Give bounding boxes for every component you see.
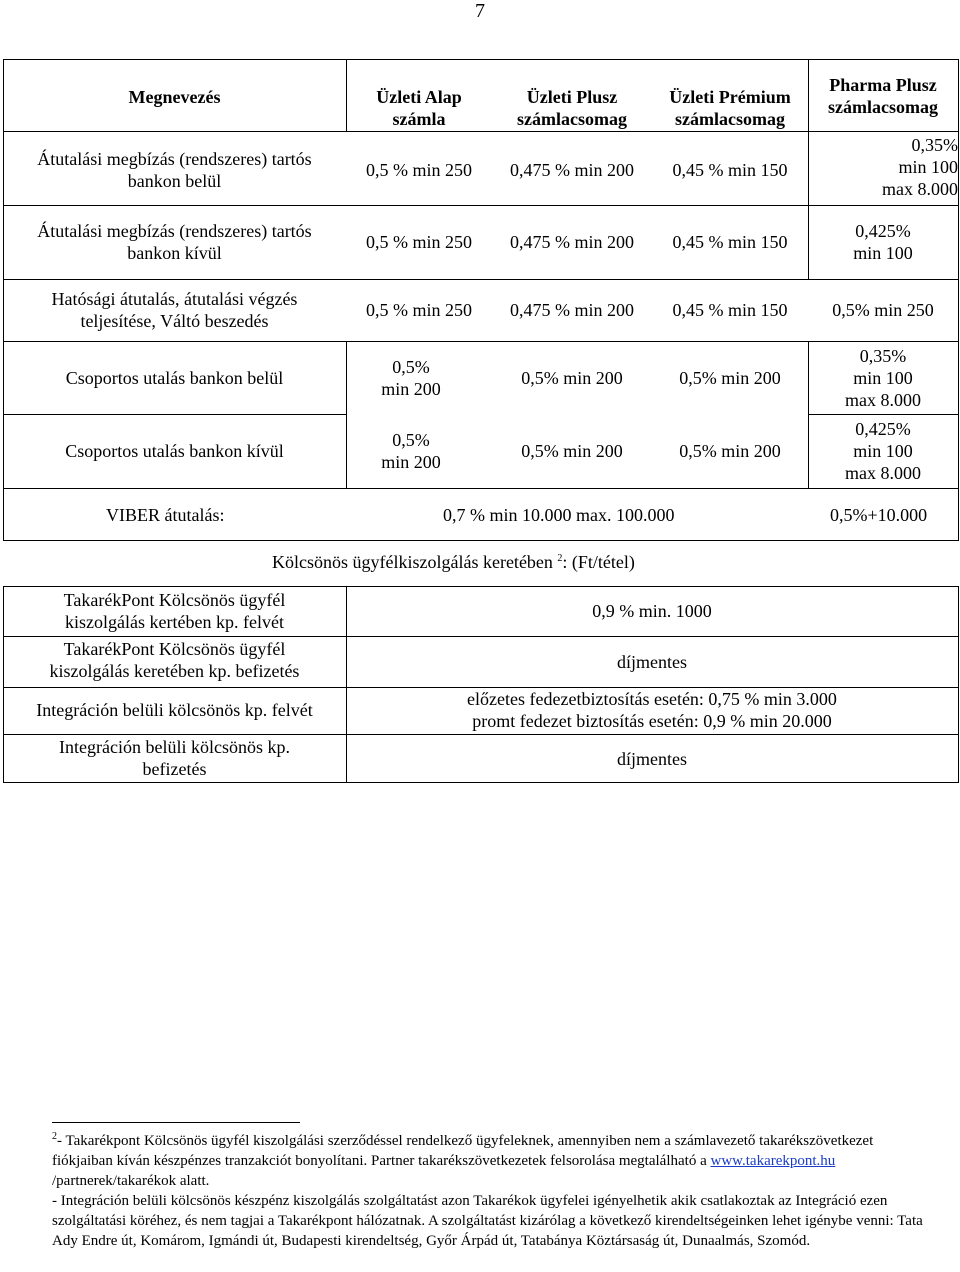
row-name: Csoportos utalás bankon belül	[65, 368, 284, 388]
table-border-top	[3, 59, 959, 60]
cell-value: előzetes fedezetbiztosítás esetén: 0,75 % min 3.000 promt fedezet biztosítás esetén: 0,9 % min 20.000	[467, 689, 837, 731]
table-divider	[3, 734, 959, 735]
table-divider	[3, 636, 959, 637]
cell-value: díjmentes	[617, 652, 687, 672]
cell-value: 0,475 % min 200	[510, 160, 634, 180]
cell-value: 0,425% min 100	[853, 221, 913, 263]
cell-value: 0,5% min 250	[832, 300, 934, 320]
cell-value: 0,5% min 200	[679, 441, 781, 461]
viber-value: 0,7 % min 10.000 max. 100.000	[443, 505, 675, 525]
row-name: Csoportos utalás bankon kívül	[65, 441, 284, 461]
page-number: 7	[475, 0, 485, 22]
table-divider	[3, 414, 346, 415]
table-divider	[3, 279, 959, 280]
cell-value: 0,5% min 200	[381, 430, 441, 472]
cell-value: 0,5 % min 250	[366, 232, 472, 252]
cell-value: 0,5 % min 250	[366, 300, 472, 320]
row-name: TakarékPont Kölcsönös ügyfél kiszolgálás keretében kp. befizetés	[49, 639, 300, 681]
table-border-right	[958, 586, 959, 783]
table-divider	[3, 488, 959, 489]
viber-pharma-value: 0,5%+10.000	[830, 505, 928, 525]
cell-value: 0,5% min 200	[381, 357, 441, 399]
row-name: Átutalási megbízás (rendszeres) tartós bankon belül	[37, 149, 312, 191]
header-uzleti-alap: Üzleti Alap számla	[376, 87, 462, 129]
header-pharma-plusz: Pharma Plusz számlacsomag	[828, 75, 938, 117]
table-border-top	[3, 586, 959, 587]
row-name: Hatósági átutalás, átutalási végzés teljesítése, Váltó beszedés	[51, 289, 298, 331]
cell-value: 0,45 % min 150	[672, 160, 788, 180]
cell-value: 0,35% min 100 max 8.000	[882, 135, 958, 199]
row-name: Átutalási megbízás (rendszeres) tartós bankon kívül	[37, 221, 312, 263]
table-divider	[3, 341, 959, 342]
cell-value: díjmentes	[617, 749, 687, 769]
cell-value: 0,45 % min 150	[672, 232, 788, 252]
cell-value: 0,5% min 200	[679, 368, 781, 388]
header-uzleti-premium: Üzleti Prémium számlacsomag	[669, 87, 791, 129]
viber-label: VIBER átutalás:	[106, 505, 225, 525]
footnotes	[52, 1131, 932, 1251]
cell-value: 0,425% min 100 max 8.000	[845, 419, 921, 483]
row-name: Integráción belüli kölcsönös kp. befizetés	[59, 737, 290, 779]
cell-value: 0,475 % min 200	[510, 300, 634, 320]
cell-value: 0,45 % min 150	[672, 300, 788, 320]
footnote-separator	[52, 1122, 300, 1123]
table-border-bottom	[3, 782, 959, 783]
table-divider	[3, 131, 959, 132]
table-border-right	[958, 59, 959, 541]
cell-value: 0,5% min 200	[521, 441, 623, 461]
header-megnevezes: Megnevezés	[128, 87, 221, 107]
row-name: Integráción belüli kölcsönös kp. felvét	[36, 700, 313, 720]
cell-value: 0,5% min 200	[521, 368, 623, 388]
takarekpont-link[interactable]: www.takarekpont.hu	[710, 1153, 836, 1169]
table-divider	[3, 205, 959, 206]
cell-value: 0,9 % min. 1000	[592, 601, 712, 621]
table-border-bottom	[3, 540, 959, 541]
mutual-service-title: Kölcsönös ügyfélkiszolgálás keretében $^2$: (Ft/tétel)	[272, 552, 635, 572]
row-name: TakarékPont Kölcsönös ügyfél kiszolgálás kertében kp. felvét	[63, 590, 286, 632]
cell-value: 0,35% min 100 max 8.000	[845, 346, 921, 410]
header-uzleti-plusz: Üzleti Plusz számlacsomag	[517, 87, 627, 129]
cell-value: 0,5 % min 250	[366, 160, 472, 180]
cell-value: 0,475 % min 200	[510, 232, 634, 252]
table-divider	[808, 414, 959, 415]
footnote-2: $^2$- Takarékpont Kölcsönös ügyfél kiszolgálási szerződéssel rendelkező ügyfeleknek, amennyiben nem a számlavezető takarékszövetkezet fiókjaiban kíván készpénzes tranzakciót bonyolítani. Partner takarékszövetkezetek felsorolása megtalálható a www.takarekpont.hu /partnerek/takarékok alatt.	[52, 1131, 874, 1189]
footnote-integracio: - Integráción belüli kölcsönös készpénz kiszolgálás szolgáltatást azon Takarékok ügyfelei igényelhetik akik csatlakoztak az Integráció ezen szolgáltatási köréhez, és nem tagjai a Takarékpont hálózatnak. A szolgáltatást kizárólag a következő kirendeltségeinken lehet igénybe venni: Tata Ady Endre út, Komárom, Igmándi út, Budapesti kirendeltség, Győr Árpád út, Tatabánya Köztársaság út, Dunaalmás, Szomód.	[52, 1193, 923, 1249]
